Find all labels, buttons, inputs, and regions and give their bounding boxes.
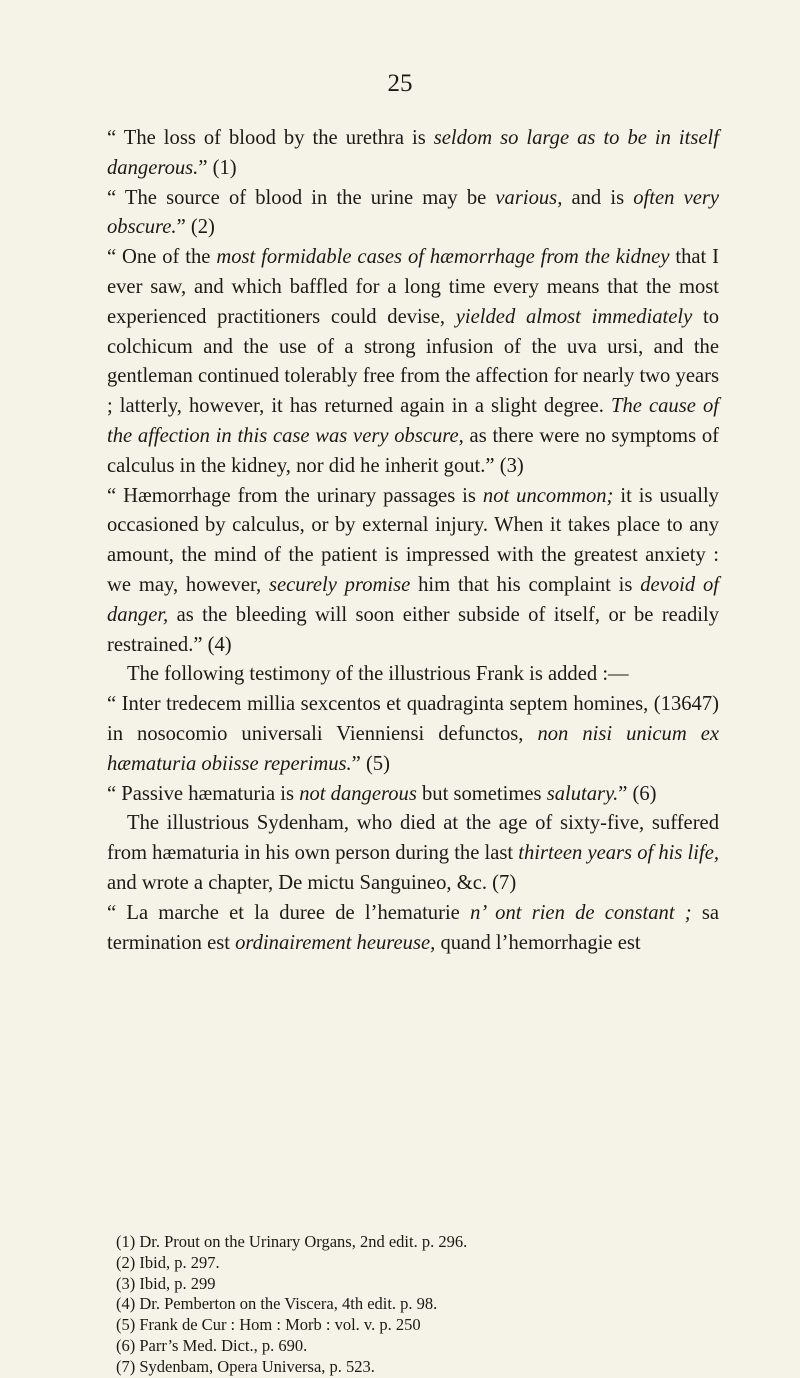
paragraph — [107, 690, 719, 779]
text-run: quand l’hemorrhagie est — [435, 931, 641, 954]
italic-text: The cause of the affection in this case was very obscure, — [107, 395, 719, 447]
text-run: ” (6) — [618, 782, 657, 805]
italic-text: not dangerous — [299, 782, 417, 805]
text-run: that I ever saw, and which baffled for a long time every means that the most experienced practitioners could devise, — [107, 246, 719, 328]
footnotes — [116, 1232, 736, 1378]
text-run: ” (5) — [351, 752, 390, 775]
page-number: 25 — [387, 70, 413, 97]
footnote: (6) Parr’s Med. Dict., p. 690. — [116, 1335, 308, 1355]
paragraph — [107, 809, 719, 898]
text-run: ” (2) — [176, 216, 215, 239]
text-run: it is usually occasioned by calculus, or by external injury. When it takes place to any amount, the mind of the patient is impressed with the greatest anxiety : we may, however, — [107, 484, 719, 596]
paragraph — [107, 780, 719, 810]
italic-text: securely promise — [268, 573, 411, 596]
text-run: as there were no symptoms of calculus in the kidney, nor did he inherit gout.” (3) — [107, 424, 719, 477]
italic-text: n’ ont rien de constant ; — [470, 901, 692, 924]
text-run: and wrote a chapter, De mictu Sanguineo, &c. (7) — [107, 871, 517, 894]
italic-text: non nisi unicum ex hæmaturia obiisse reperimus. — [107, 722, 719, 775]
footnote: (7) Sydenbam, Opera Universa, p. 523. — [116, 1356, 375, 1376]
text-run: “ The source of blood in the urine may be — [107, 186, 496, 209]
text-run: to colchicum and the use of a strong infusion of the uva ursi, and the gentleman continued tolerably free from the affection for nearly two years ; latterly, however, it has returned again in a slight degree. — [107, 305, 719, 418]
text-run: The illustrious Sydenham, who died at the age of sixty-five, suffered from hæmaturia in his own person during the last — [107, 812, 719, 865]
text-run: “ Hæmorrhage from the urinary passages is — [107, 484, 483, 507]
paragraph — [107, 184, 719, 244]
text-run: sa termination est — [107, 901, 720, 954]
text-run: and is — [562, 186, 634, 209]
paragraph — [107, 124, 719, 184]
italic-text: often very obscure. — [107, 186, 720, 239]
italic-text: various, — [495, 186, 563, 209]
italic-text: thirteen years of his life, — [518, 842, 720, 865]
text-run: as the bleeding will soon either subside of itself, or be readily restrained.” (4) — [107, 603, 719, 656]
footnote: (3) Ibid, p. 299 — [116, 1273, 216, 1293]
text-run: “ Passive hæmaturia is — [107, 782, 300, 805]
paragraph — [107, 899, 719, 959]
footnote: (4) Dr. Pemberton on the Viscera, 4th edit. p. 98. — [116, 1294, 438, 1314]
text-run: The following testimony of the illustrious Frank is added :— — [127, 663, 629, 686]
footnote: (5) Frank de Cur : Hom : Morb : vol. v. p. 250 — [116, 1315, 421, 1335]
italic-text: ordinairement heureuse, — [235, 931, 436, 954]
text-run: him that his complaint is — [410, 573, 641, 596]
paragraph — [107, 660, 719, 690]
text-run: “ Inter tredecem millia sexcentos et quadraginta septem homines, (13647) in nosocomio universali Vienniensi defunctos, — [107, 693, 719, 745]
text-run: “ The loss of blood by the urethra is — [107, 127, 434, 149]
footnote: (1) Dr. Prout on the Urinary Organs, 2nd edit. p. 296. — [116, 1232, 468, 1251]
text-run: “ One of the — [107, 246, 217, 269]
body-text — [107, 124, 719, 958]
paragraph — [107, 482, 719, 661]
paragraph — [107, 243, 719, 481]
text-run: but sometimes — [416, 782, 547, 805]
text-run: ” (1) — [198, 156, 237, 179]
italic-text: not uncommon; — [482, 484, 614, 507]
footnote: (2) Ibid, p. 297. — [116, 1252, 220, 1272]
italic-text: salutary. — [546, 782, 619, 805]
text-run: “ La marche et la duree de l’hematurie — [107, 901, 471, 924]
italic-text: devoid of danger, — [107, 573, 719, 626]
italic-text: seldom so large as to be in itself dangerous. — [107, 127, 719, 179]
italic-text: yielded almost immediately — [455, 305, 693, 328]
italic-text: most formidable cases of hæmorrhage from the kidney — [216, 246, 670, 269]
